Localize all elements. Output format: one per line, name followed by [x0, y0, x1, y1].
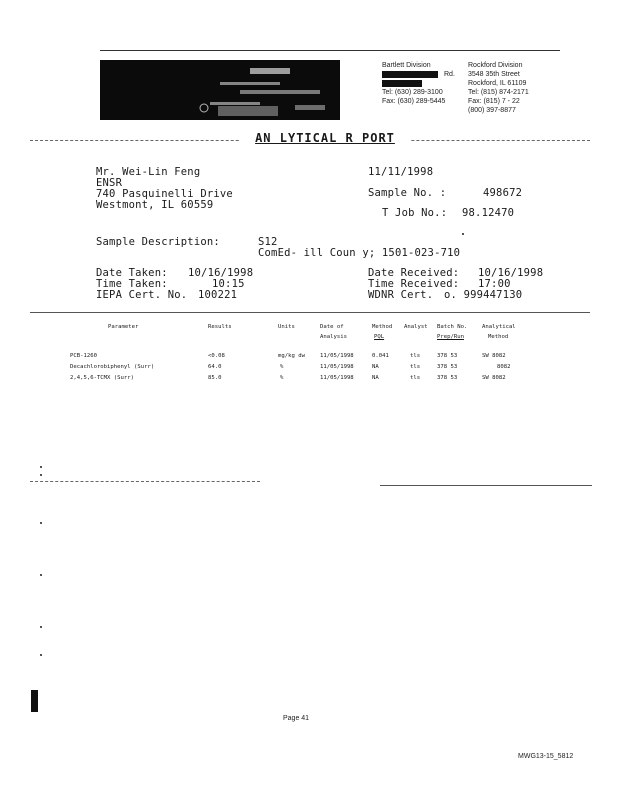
table-bottom-rule-left: [30, 481, 260, 482]
rockford-tollfree: (800) 397-8877: [468, 107, 516, 114]
bartlett-title: Bartlett Division: [382, 62, 431, 69]
cell-parameter: Decachlorobiphenyl (Surr): [70, 364, 155, 370]
wdnr-cert-value: o. 999447130: [444, 289, 523, 301]
sample-description-value: S12: [258, 236, 278, 248]
th-analyst: Analyst: [404, 324, 428, 330]
cell-units: %: [280, 375, 284, 381]
cell-pql: 0.041: [372, 353, 389, 359]
cell-units: %: [280, 364, 284, 370]
iepa-cert-value: 100221: [198, 289, 238, 301]
th-results: Results: [208, 324, 232, 330]
th-date-2: Analysis: [320, 334, 347, 340]
speck: [40, 654, 42, 656]
cell-result: 64.0: [208, 364, 222, 370]
cell-method: SW 8082: [482, 353, 506, 359]
th-analytical-1: Analytical: [482, 324, 516, 330]
bartlett-division-block: [382, 61, 466, 106]
date-taken-label: Date Taken:: [96, 267, 168, 279]
sample-description-detail: ComEd- ill Coun y; 1501-023-710: [258, 247, 461, 259]
redaction-bar: [382, 80, 422, 87]
time-taken-value: 10:15: [212, 278, 245, 290]
cell-batch: 378 53: [437, 364, 458, 370]
report-title: AN LYTICAL R PORT: [240, 131, 410, 145]
speck: [40, 574, 42, 576]
job-no-value: 98.12470: [462, 207, 515, 219]
sample-no-value: 498672: [483, 187, 523, 199]
cell-result: <0.08: [208, 353, 225, 359]
date-received-value: 10/16/1998: [478, 267, 544, 279]
time-received-value: 17:00: [478, 278, 511, 290]
document-id: MWG13-15_5812: [518, 753, 574, 760]
rockford-division-block: [468, 61, 568, 115]
client-company: ENSR: [96, 177, 123, 189]
time-received-label: Time Received:: [368, 278, 460, 290]
table-top-rule: [30, 312, 590, 313]
cell-pql: NA: [372, 364, 379, 370]
cell-batch: 378 53: [437, 375, 458, 381]
client-name: Mr. Wei-Lin Feng: [96, 166, 201, 178]
time-taken-label: Time Taken:: [96, 278, 168, 290]
cell-batch: 378 53: [437, 353, 458, 359]
speck: [40, 466, 42, 468]
cell-analyst: tls: [410, 364, 421, 370]
rockford-title: Rockford Division: [468, 62, 523, 69]
cell-parameter: 2,4,5,6-TCMX (Surr): [70, 375, 134, 381]
sample-description-label: Sample Description:: [96, 236, 220, 248]
wdnr-cert-label: WDNR Cert.: [368, 289, 434, 301]
cell-date: 11/05/1998: [320, 353, 354, 359]
speck: [462, 233, 464, 235]
date-received-label: Date Received:: [368, 267, 460, 279]
speck: [40, 522, 42, 524]
th-method-2: PQL: [374, 334, 385, 340]
th-units: Units: [278, 324, 295, 330]
date-taken-value: 10/16/1998: [188, 267, 254, 279]
th-date-1: Date of: [320, 324, 344, 330]
report-date: 11/11/1998: [368, 166, 434, 178]
job-no-label: T Job No.:: [382, 207, 448, 219]
header-top-rule: [100, 50, 560, 51]
sample-no-label: Sample No. :: [368, 187, 447, 199]
cell-analyst: tls: [410, 353, 421, 359]
cell-date: 11/05/1998: [320, 364, 354, 370]
rockford-tel: Tel: (815) 874-2171: [468, 89, 529, 96]
speck: [40, 474, 42, 476]
page-label: Page 41: [283, 715, 310, 722]
bartlett-fax: Fax: (630) 289-5445: [382, 98, 446, 105]
cell-date: 11/05/1998: [320, 375, 354, 381]
client-street: 740 Pasquinelli Drive: [96, 188, 233, 200]
binder-mark: [31, 690, 38, 712]
th-parameter: Parameter: [108, 324, 139, 330]
rockford-street: 3548 35th Street: [468, 71, 520, 78]
speck: [40, 626, 42, 628]
cell-method: SW 8082: [482, 375, 506, 381]
th-method-1: Method: [372, 324, 393, 330]
rockford-fax: Fax: (815) 7 - 22: [468, 98, 520, 105]
bartlett-tel: Tel: (630) 289-3100: [382, 89, 443, 96]
client-city: Westmont, IL 60559: [96, 199, 214, 211]
cell-result: 85.0: [208, 375, 222, 381]
cell-method: 8082: [497, 364, 511, 370]
iepa-cert-label: IEPA Cert. No.: [96, 289, 188, 301]
cell-pql: NA: [372, 375, 379, 381]
th-batch-1: Batch No.: [437, 324, 468, 330]
cell-units: mg/kg dw: [278, 353, 305, 359]
rockford-city: Rockford, IL 61109: [468, 80, 527, 87]
redaction-bar: [382, 71, 438, 78]
bartlett-road: Rd.: [444, 71, 455, 78]
cell-analyst: tls: [410, 375, 421, 381]
th-analytical-2: Method: [488, 334, 509, 340]
th-batch-2: Prep/Run: [437, 334, 464, 340]
cell-parameter: PCB-1260: [70, 353, 97, 359]
client-address: [96, 167, 233, 211]
table-bottom-rule-right: [380, 485, 592, 486]
redacted-logo-block: [100, 60, 340, 120]
